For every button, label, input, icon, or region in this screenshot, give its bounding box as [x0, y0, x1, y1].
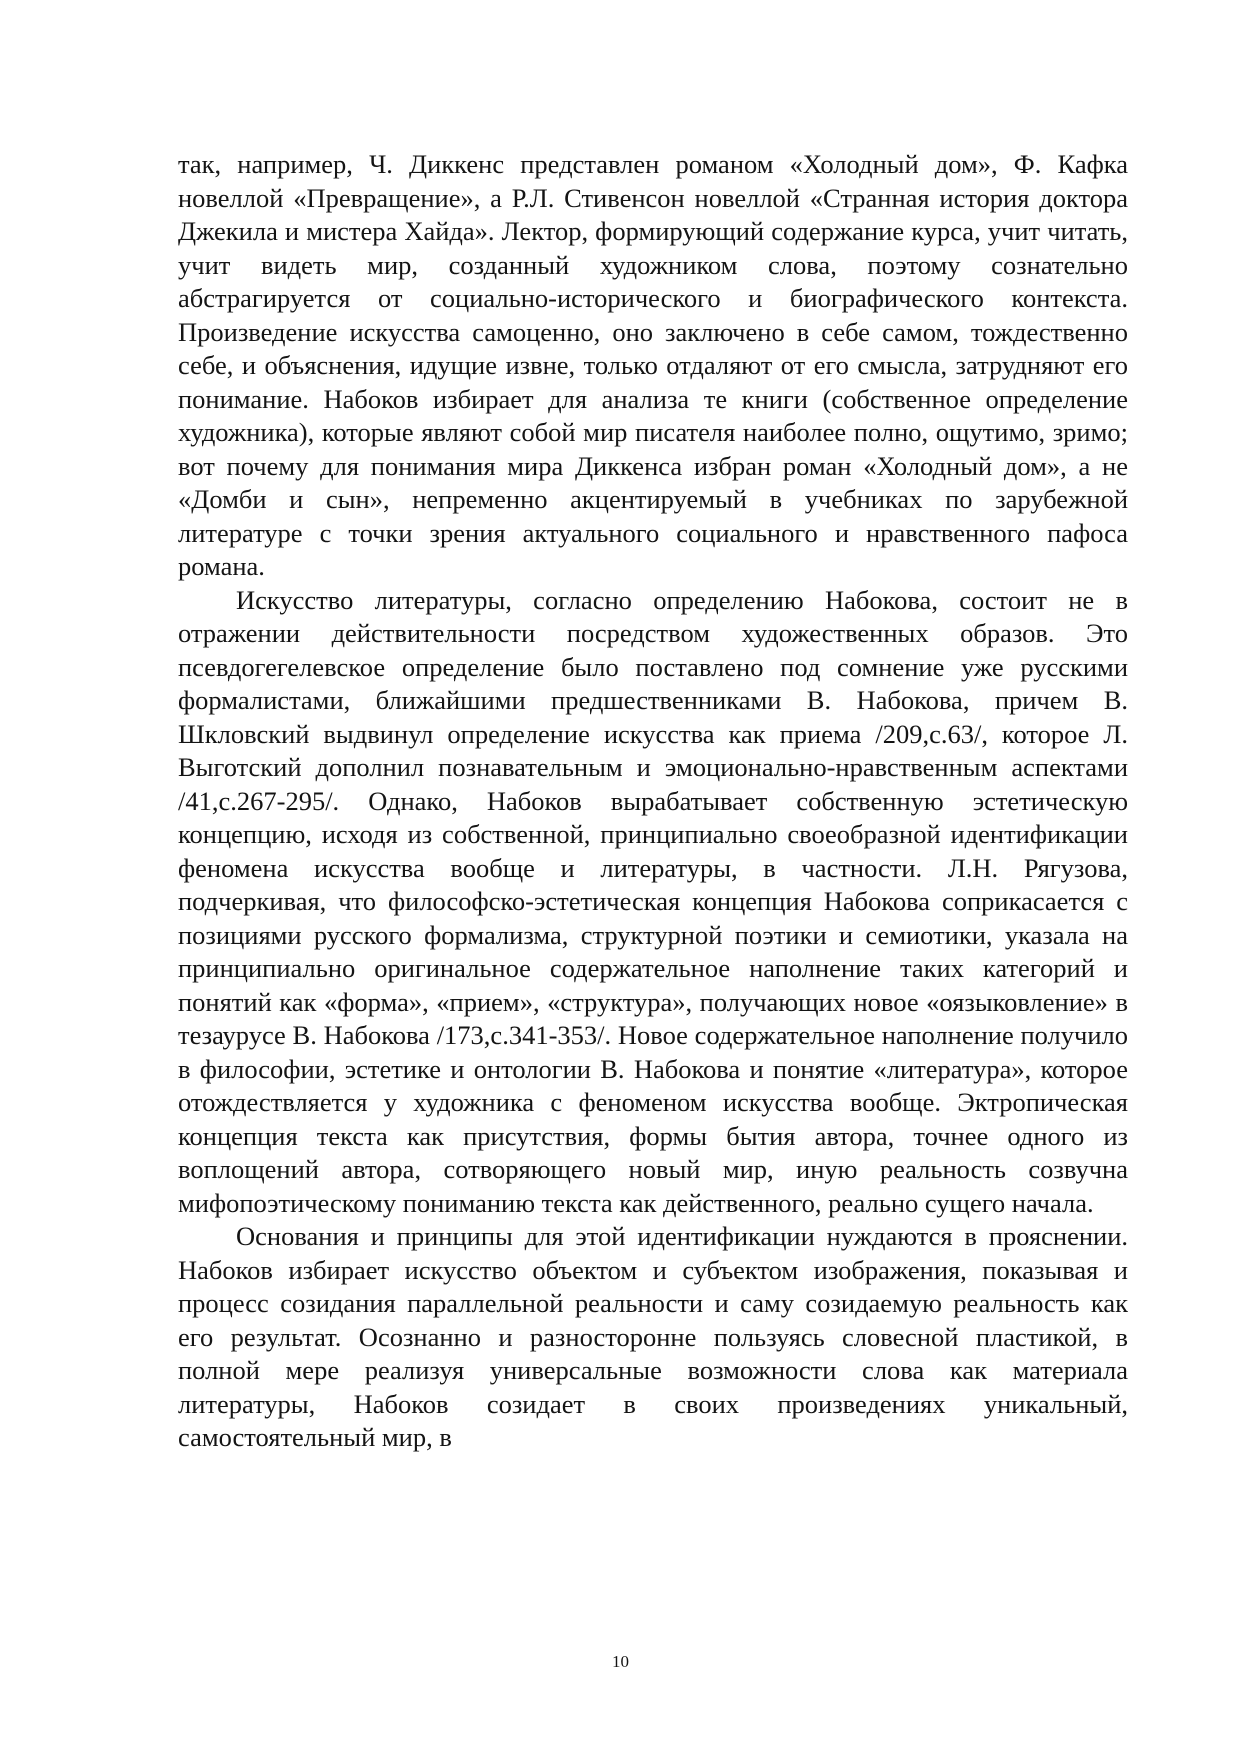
paragraph-continuation: так, например, Ч. Диккенс представлен романом «Холодный дом», Ф. Кафка новеллой «Превращение», а Р.Л. Стивенсон новеллой «Странная история доктора Джекила и мистера Хайда». Лектор, формирующий содержание курса, учит читать, учит видеть мир, созданный художником слова, поэтому сознательно абстрагируется от социально-исторического и биографического контекста. Произведение искусства самоценно, оно заключено в себе самом, тождественно себе, и объяснения, идущие извне, только отдаляют от его смысла, затрудняют его понимание. Набоков избирает для анализа те книги (собственное определение художника), которые являют собой мир писателя наиболее полно, ощутимо, зримо; вот почему для понимания мира Диккенса избран роман «Холодный дом», а не «Домби и сын», непременно акцентируемый в учебниках по зарубежной литературе с точки зрения актуального социального и нравственного пафоса романа.	[178, 149, 1128, 581]
body-text	[178, 148, 1128, 1455]
page-number: 10	[612, 1652, 629, 1671]
paragraph-literature-art: Искусство литературы, согласно определению Набокова, состоит не в отражении действительности посредством художественных образов. Это псевдогегелевское определение было поставлено под сомнение уже русскими формалистами, ближайшими предшественниками В. Набокова, причем В. Шкловский выдвинул определение искусства как приема /209,с.63/, которое Л. Выготский дополнил познавательным и эмоционально-нравственным аспектами /41,с.267-295/. Однако, Набоков вырабатывает собственную эстетическую концепцию, исходя из собственной, принципиально своеобразной идентификации феномена искусства вообще и литературы, в частности. Л.Н. Рягузова, подчеркивая, что философско-эстетическая концепция Набокова соприкасается с позициями русского формализма, структурной поэтики и семиотики, указала на принципиально оригинальное содержательное наполнение таких категорий и понятий как «форма», «прием», «структура», получающих новое «оязыковление» в тезаурусе В. Набокова /173,с.341-353/. Новое содержательное наполнение получило в философии, эстетике и онтологии В. Набокова и понятие «литература», которое отождествляется у художника с феноменом искусства вообще. Эктропическая концепция текста как присутствия, формы бытия автора, точнее одного из воплощений автора, сотворяющего новый мир, иную реальность созвучна мифопоэтическому пониманию текста как действенного, реально сущего начала.	[178, 584, 1128, 1218]
paragraph-foundations: Основания и принципы для этой идентификации нуждаются в прояснении. Набоков избирает искусство объектом и субъектом изображения, показывая и процесс созидания параллельной реальности и саму созидаемую реальность как его результат. Осознанно и разносторонне пользуясь словесной пластикой, в полной мере реализуя универсальные возможности слова как материала литературы, Набоков созидает в своих произведениях уникальный, самостоятельный мир, в	[178, 1221, 1128, 1452]
